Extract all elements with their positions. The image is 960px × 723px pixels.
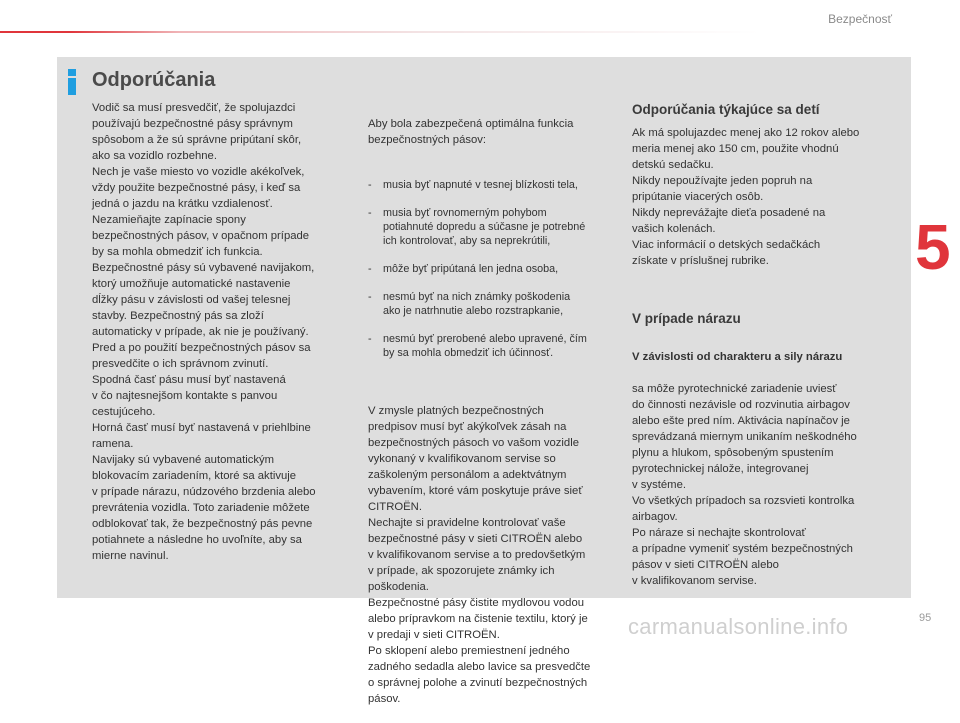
list-item: - nesmú byť na nich známky poškodenia ako je natrhnutie alebo rozstrapkanie, — [368, 290, 613, 318]
list-item: - môže byť pripútaná len jedna osoba, — [368, 262, 613, 276]
chapter-number: 5 — [915, 211, 951, 283]
belt-requirements-list — [368, 164, 613, 374]
column-1-text: Vodič sa musí presvedčiť, že spolujazdci používajú bezpečnostné pásy správnym spôsobom a že sú správne pripútaní skôr, ako sa vozidlo rozbehne. Nech je vaše miesto vo vozidle akékoľvek, vždy použite bezpečnostné pásy, i keď sa jedná o jazdu na krátku vzdialenosť. Nezamieňajte zapínacie spony bezpečnostných pásov, v opačnom prípade by sa mohla obmedziť ich funkcia. Bezpečnostné pásy sú vybavené navijakom, ktorý umožňuje automatické nastavenie dĺžky pásu v závislosti od vašej telesnej stavby. Bezpečnostný pás sa zloží automaticky v prípade, ak nie je používaný. Pred a po použití bezpečnostných pásov sa presvedčite o ich správnom zvinutí. Spodná časť pásu musí byť nastavená v čo najtesnejšom kontakte s panvou cestujúceho. Horná časť musí byť nastavená v priehlbine ramena. Navijaky sú vybavené automatickým blokovacím zariadením, ktoré sa aktivuje v prípade nárazu, núdzového brzdenia alebo prevrátenia vozidla. Toto zariadenie môžete odblokovať tak, že bezpečnostný pás pevne potiahnete a následne ho uvoľníte, aby sa mierne navinul. — [92, 102, 316, 562]
page-title: Odporúčania — [92, 69, 216, 91]
page-number: 95 — [919, 612, 932, 624]
header-rule — [0, 31, 960, 33]
section-title: Bezpečnosť — [828, 12, 892, 26]
column-2 — [368, 100, 613, 723]
crash-bold-lead: V závislosti od charakteru a sily nárazu — [632, 351, 843, 363]
column-2-body: V zmysle platných bezpečnostných predpisov musí byť akýkoľvek zásah na bezpečnostných pásoch vo vašom vozidle vykonaný v kvalifikovanom servise so zaškoleným personálom a adektvátnym vybavením, ktoré vám poskytuje práve sieť CITROËN. Nechajte si pravidelne kontrolovať vaše bezpečnostné pásy v sieti CITROËN alebo v kvalifikovanom servise a to predovšetkým v prípade, ak spozorujete známky ich poškodenia. Bezpečnostné pásy čistite mydlovou vodou alebo prípravkom na čistenie textilu, ktorý je v predaji v sieti CITROËN. Po sklopení alebo premiestnení jedného zadného sedadla alebo lavice sa presvedčte o správnej polohe a zvinutí bezpečnostných pásov. — [368, 405, 591, 705]
crash-heading: V prípade nárazu — [632, 311, 741, 326]
column-2-intro: Aby bola zabezpečená optimálna funkcia bezpečnostných pásov: — [368, 118, 574, 146]
crash-section — [632, 333, 887, 605]
children-text: Ak má spolujazdec menej ako 12 rokov alebo meria menej ako 150 cm, použite vhodnú detskú sedačku. Nikdy nepoužívajte jeden popruh na pripútanie viacerých osôb. Nikdy neprevážajte dieťa posadené na vašich kolenách. Viac informácií o detských sedačkách získate v príslušnej rubrike. — [632, 127, 860, 267]
watermark: carmanualsonline.info — [628, 614, 849, 639]
list-item: - musia byť napnuté v tesnej blízkosti tela, — [368, 178, 613, 192]
list-item: - musia byť rovnomerným pohybom potiahnuté dopredu a súčasne je potrebné ich kontrolovať, aby sa neprekrútili, — [368, 206, 613, 248]
crash-text: sa môže pyrotechnické zariadenie uviesť do činnosti nezávisle od rozvinutia airbagov alebo ešte pred ním. Aktivácia napínačov je sprevádzaná miernym unikaním neškodného plynu a hlukom, spôsobeným spustením pyrotechnickej nálože, integrovanej v systéme. Vo všetkých prípadoch sa rozsvieti kontrolka airbagov. Po náraze si nechajte skontrolovať a prípadne vymeniť systém bezpečnostných pásov v sieti CITROËN alebo v kvalifikovanom servise. — [632, 383, 857, 587]
info-icon — [65, 67, 79, 95]
children-heading: Odporúčania týkajúce sa detí — [632, 102, 820, 117]
list-item: - nesmú byť prerobené alebo upravené, čím by sa mohla obmedziť ich účinnosť. — [368, 332, 613, 360]
